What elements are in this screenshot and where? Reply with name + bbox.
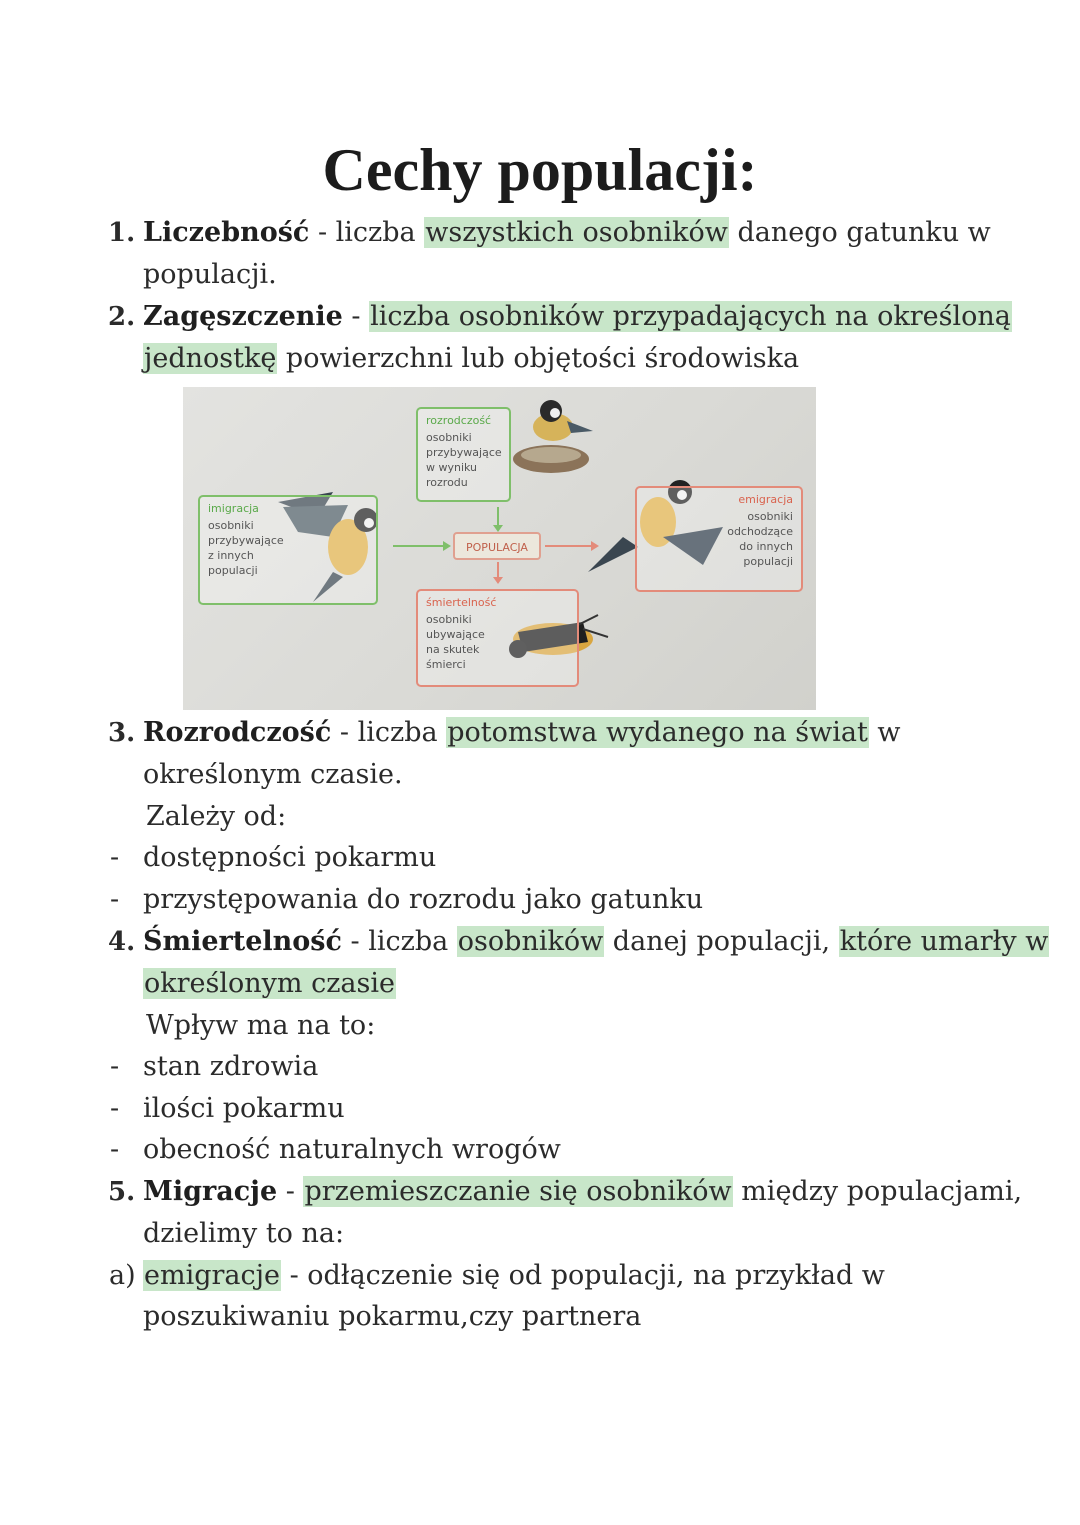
highlight: określonym czasie (144, 968, 395, 999)
highlight: osobników (457, 926, 604, 957)
population-diagram-image (183, 387, 816, 710)
highlight: emigracje (144, 1260, 280, 1291)
center-population-label: POPULACJA (453, 532, 541, 560)
term: Śmiertelność (143, 926, 342, 957)
highlight: liczba osobników przypadających na określoną (370, 301, 1011, 332)
term: Migracje (143, 1176, 278, 1207)
item-number: 4. (108, 927, 136, 957)
box-imigracja: imigracja osobniki przybywające z innych populacji (198, 495, 378, 605)
item-number: 5. (108, 1177, 136, 1207)
page-title: Cechy populacji: (322, 137, 758, 203)
term: Rozrodczość (143, 717, 332, 748)
highlight: wszystkich osobników (425, 217, 728, 248)
term: Zagęszczenie (143, 301, 343, 332)
item-number: 3. (108, 718, 136, 748)
highlight: które umarły w (839, 926, 1049, 957)
highlight: jednostkę (144, 343, 277, 374)
highlight: potomstwa wydanego na świat (447, 717, 868, 748)
term: Liczebność (143, 217, 310, 248)
box-rozrodczosc: rozrodczość osobniki przybywające w wyniku rozrodu (416, 407, 511, 502)
item-number: 1. (108, 218, 136, 248)
box-emigracja: emigracja osobniki odchodzące do innych populacji (635, 486, 803, 592)
nest-bird-icon (513, 400, 593, 473)
item-number: 2. (108, 302, 136, 332)
box-smiertelnosc: śmiertelność osobniki ubywające na skutek śmierci (416, 589, 579, 687)
highlight: przemieszczanie się osobników (304, 1176, 732, 1207)
